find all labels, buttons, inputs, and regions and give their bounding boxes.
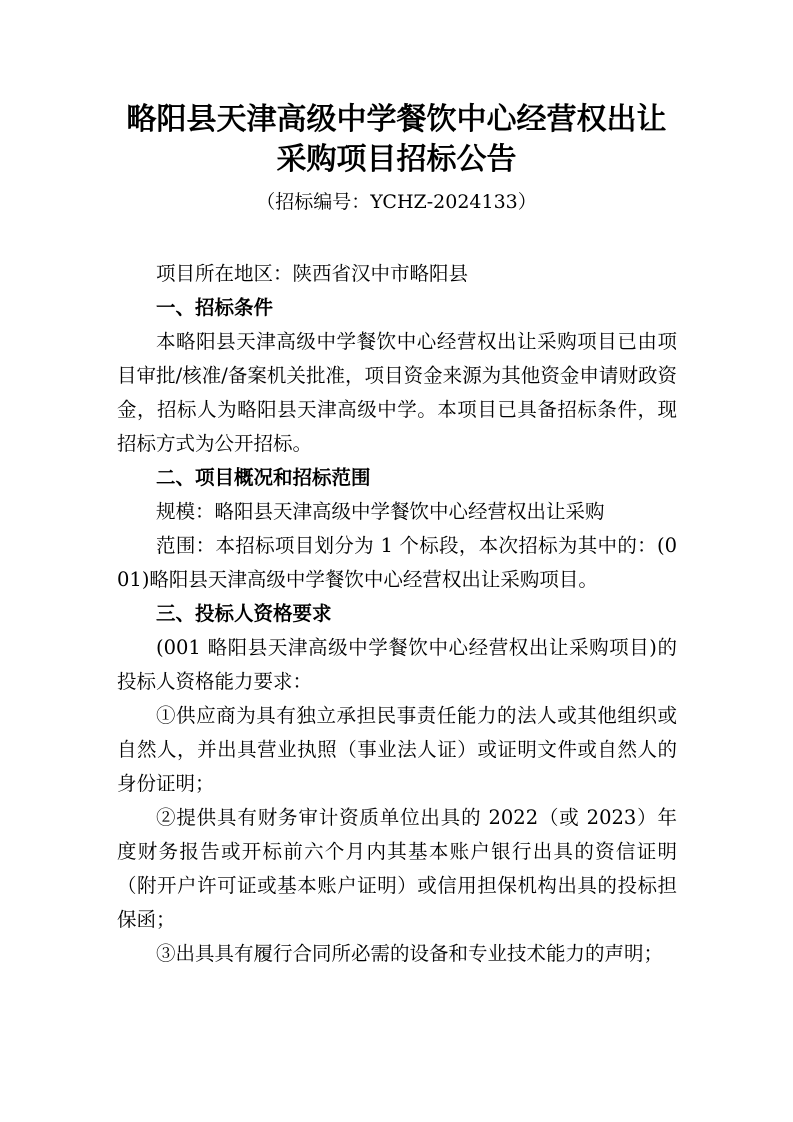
section3-intro: (001 略阳县天津高级中学餐饮中心经营权出让采购项目)的投标人资格能力要求： [117, 636, 677, 693]
section1-paragraph: 本略阳县天津高级中学餐饮中心经营权出让采购项目已由项目审批/核准/备案机关批准，项目资金来源为其他资金申请财政资金，招标人为略阳县天津高级中学。本项目已具备招标条件，现招标方式为公开招标。 [117, 330, 677, 455]
project-region: 项目所在地区：陕西省汉中市略阳县 [156, 262, 469, 285]
document-title-line1: 略阳县天津高级中学餐饮中心经营权出让 [126, 102, 667, 137]
section1-heading: 一、招标条件 [156, 296, 274, 319]
tender-number: （招标编号：YCHZ-2024133） [256, 191, 537, 213]
section2-scale: 规模：略阳县天津高级中学餐饮中心经营权出让采购 [156, 500, 605, 523]
section3-item2: ②提供具有财务审计资质单位出具的 2022（或 2023）年度财务报告或开标前六个月内其基本账户银行出具的资信证明（附开户许可证或基本账户证明）或信用担保机构出具的投标担保函； [117, 806, 677, 931]
section3-item3: ③出具具有履行合同所必需的设备和专业技术能力的声明； [156, 942, 664, 965]
document-title-line2: 采购项目招标公告 [276, 142, 517, 177]
section2-heading: 二、项目概况和招标范围 [156, 466, 371, 489]
section3-item1: ①供应商为具有独立承担民事责任能力的法人或其他组织或自然人，并出具营业执照（事业法人证）或证明文件或自然人的身份证明； [117, 704, 677, 795]
section3-heading: 三、投标人资格要求 [156, 602, 332, 625]
document-body [117, 257, 677, 971]
section2-scope: 范围：本招标项目划分为 1 个标段，本次招标为其中的：(001)略阳县天津高级中学餐饮中心经营权出让采购项目。 [117, 534, 677, 591]
